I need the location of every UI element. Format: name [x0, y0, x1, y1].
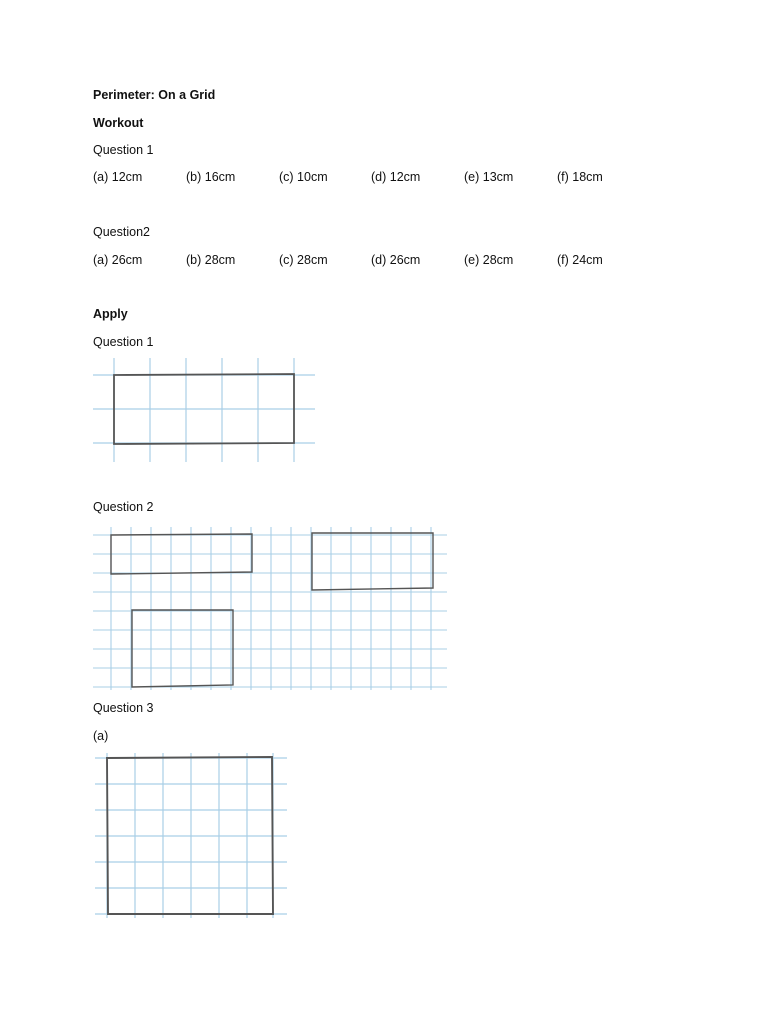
answer-item: (a) 12cm	[93, 170, 143, 184]
apply-question-1-grid	[93, 358, 315, 462]
apply-question-2-label: Question 2	[93, 500, 154, 514]
answer-item: (e) 13cm	[464, 170, 514, 184]
apply-question-2-grid	[93, 527, 447, 690]
apply-heading: Apply	[93, 307, 128, 321]
answer-item: (c) 28cm	[279, 253, 328, 267]
answer-item: (c) 10cm	[279, 170, 328, 184]
apply-question-3-part-a: (a)	[93, 729, 109, 743]
workout-question-2-label: Question2	[93, 225, 150, 239]
rectangle-shape-2	[312, 533, 433, 590]
answer-item: (d) 12cm	[371, 170, 421, 184]
answer-item: (a) 26cm	[93, 253, 143, 267]
answer-item: (d) 26cm	[371, 253, 421, 267]
answer-item: (b) 16cm	[186, 170, 236, 184]
workout-heading: Workout	[93, 116, 144, 130]
apply-question-3-label: Question 3	[93, 701, 154, 715]
workout-question-1-label: Question 1	[93, 143, 154, 157]
answer-item: (f) 18cm	[557, 170, 603, 184]
apply-question-3-grid	[95, 753, 287, 918]
answer-item: (f) 24cm	[557, 253, 603, 267]
apply-question-1-label: Question 1	[93, 335, 154, 349]
answer-item: (e) 28cm	[464, 253, 514, 267]
page-title: Perimeter: On a Grid	[93, 88, 216, 102]
answer-item: (b) 28cm	[186, 253, 236, 267]
